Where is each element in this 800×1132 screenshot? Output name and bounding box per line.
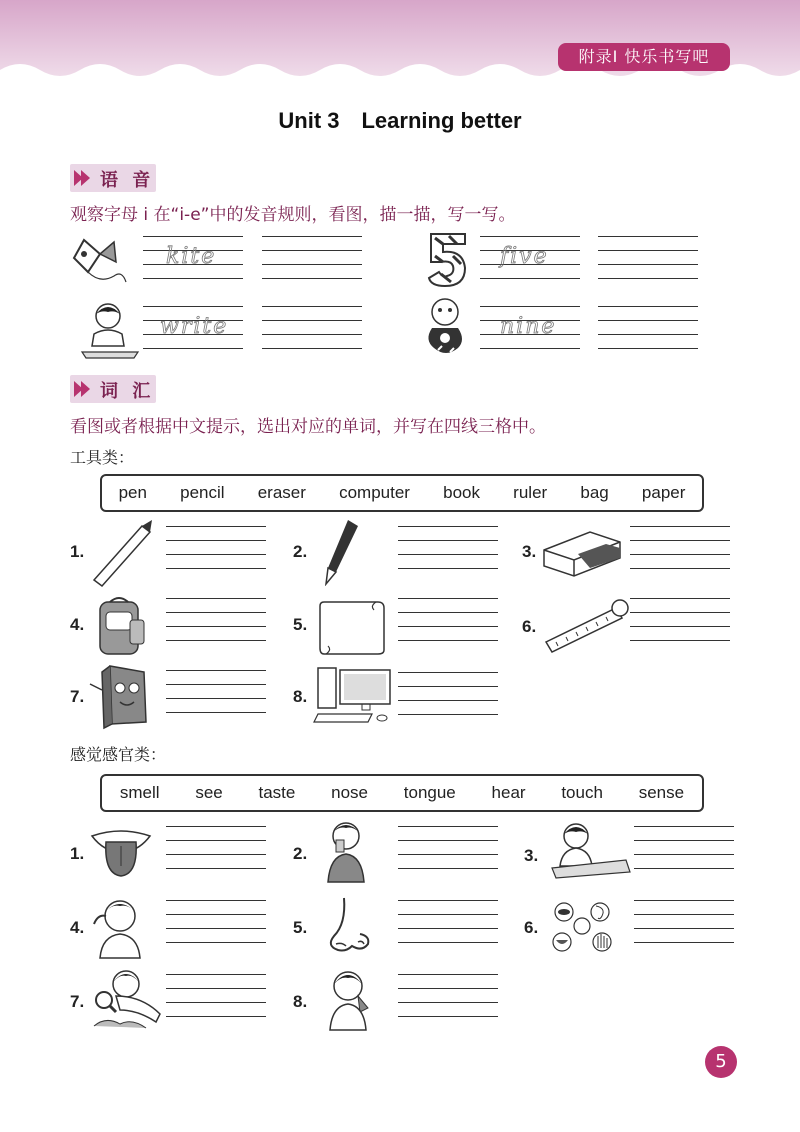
book-icon bbox=[88, 662, 154, 730]
girl-listening-icon bbox=[88, 894, 148, 960]
word-bank-item: see bbox=[195, 783, 223, 802]
writing-lines[interactable] bbox=[398, 826, 498, 868]
boy-eating-icon bbox=[320, 966, 380, 1032]
writing-lines[interactable] bbox=[598, 306, 698, 348]
vocab-heading: 词 汇 bbox=[70, 375, 156, 403]
writing-lines[interactable] bbox=[630, 526, 730, 568]
boy-smelling-icon bbox=[318, 818, 374, 884]
word-bank-item: taste bbox=[258, 783, 296, 802]
trace-word: write bbox=[160, 314, 229, 339]
appendix-tag: 附录Ⅰ 快乐书写吧 bbox=[558, 43, 730, 71]
writing-lines[interactable] bbox=[398, 526, 498, 568]
word-bank-item: nose bbox=[331, 783, 368, 802]
writing-lines[interactable] bbox=[630, 598, 730, 640]
pencil-icon bbox=[88, 518, 158, 588]
phonics-instruction: 观察字母 i 在“i-e”中的发音规则，看图，描一描，写一写。 bbox=[70, 205, 516, 225]
writing-lines[interactable] bbox=[166, 670, 266, 712]
item-number: 5. bbox=[293, 615, 308, 634]
eraser-icon bbox=[540, 524, 624, 580]
item-number: 1. bbox=[70, 844, 85, 863]
writing-lines[interactable] bbox=[166, 974, 266, 1016]
word-bank-item: computer bbox=[339, 483, 410, 502]
writing-lines[interactable] bbox=[262, 236, 362, 278]
trace-word: five bbox=[500, 244, 549, 269]
item-number: 6. bbox=[522, 617, 537, 636]
item-number: 7. bbox=[70, 687, 85, 706]
item-number: 4. bbox=[70, 615, 85, 634]
word-bank-item: paper bbox=[641, 483, 686, 502]
word-bank-item: ruler bbox=[513, 483, 548, 502]
word-bank-item: pencil bbox=[180, 483, 225, 502]
writing-lines[interactable] bbox=[166, 900, 266, 942]
writing-girl-icon bbox=[80, 300, 140, 360]
writing-lines[interactable] bbox=[166, 526, 266, 568]
page-title: Unit 3 Learning better bbox=[278, 108, 522, 133]
word-bank-item: touch bbox=[561, 783, 603, 802]
bag-icon bbox=[94, 594, 146, 658]
word-bank-item: smell bbox=[119, 783, 160, 802]
phonics-heading: 语 音 bbox=[70, 164, 156, 192]
writing-lines[interactable] bbox=[634, 826, 734, 868]
item-number: 7. bbox=[70, 992, 85, 1011]
tools-category-label: 工具类： bbox=[70, 448, 135, 467]
trace-word: kite bbox=[166, 244, 217, 269]
item-number: 5. bbox=[293, 918, 308, 937]
writing-lines[interactable] bbox=[398, 672, 498, 714]
writing-lines[interactable] bbox=[262, 306, 362, 348]
word-bank-item: book bbox=[443, 483, 480, 502]
item-number: 2. bbox=[293, 542, 308, 561]
item-number: 4. bbox=[70, 918, 85, 937]
paper-icon bbox=[316, 596, 388, 658]
writing-lines[interactable] bbox=[598, 236, 698, 278]
item-number: 3. bbox=[522, 542, 537, 561]
writing-lines[interactable] bbox=[166, 598, 266, 640]
nine-tiger-icon bbox=[420, 296, 470, 364]
senses-category-label: 感觉感官类： bbox=[70, 745, 167, 764]
word-bank-item: sense bbox=[638, 783, 685, 802]
writing-lines[interactable] bbox=[398, 598, 498, 640]
word-bank-item: hear bbox=[491, 783, 526, 802]
boy-magnifier-icon bbox=[86, 966, 168, 1032]
word-bank-item: bag bbox=[580, 483, 609, 502]
computer-icon bbox=[312, 664, 394, 726]
word-bank-item: pen bbox=[118, 483, 147, 502]
tongue-icon bbox=[88, 822, 154, 880]
nose-icon bbox=[322, 894, 374, 960]
word-bank-item: eraser bbox=[257, 483, 306, 502]
five-icon bbox=[425, 230, 471, 288]
five-senses-icon bbox=[550, 896, 620, 958]
writing-lines[interactable] bbox=[166, 826, 266, 868]
senses-word-bank bbox=[100, 774, 704, 812]
pen-icon bbox=[318, 516, 362, 586]
item-number: 8. bbox=[293, 992, 308, 1011]
item-number: 2. bbox=[293, 844, 308, 863]
item-number: 8. bbox=[293, 687, 308, 706]
trace-word: nine bbox=[500, 314, 557, 339]
item-number: 6. bbox=[524, 918, 539, 937]
ruler-icon bbox=[542, 594, 630, 656]
writing-lines[interactable] bbox=[398, 974, 498, 1016]
item-number: 1. bbox=[70, 542, 85, 561]
item-number: 3. bbox=[524, 846, 539, 865]
vocab-instruction: 看图或者根据中文提示，选出对应的单词，并写在四线三格中。 bbox=[70, 417, 546, 437]
girl-typing-icon bbox=[546, 820, 632, 880]
tools-word-bank bbox=[100, 474, 704, 512]
writing-lines[interactable] bbox=[634, 900, 734, 942]
writing-lines[interactable] bbox=[398, 900, 498, 942]
kite-icon bbox=[70, 232, 130, 290]
page-number: 5 bbox=[705, 1046, 737, 1078]
word-bank-item: tongue bbox=[403, 783, 456, 802]
